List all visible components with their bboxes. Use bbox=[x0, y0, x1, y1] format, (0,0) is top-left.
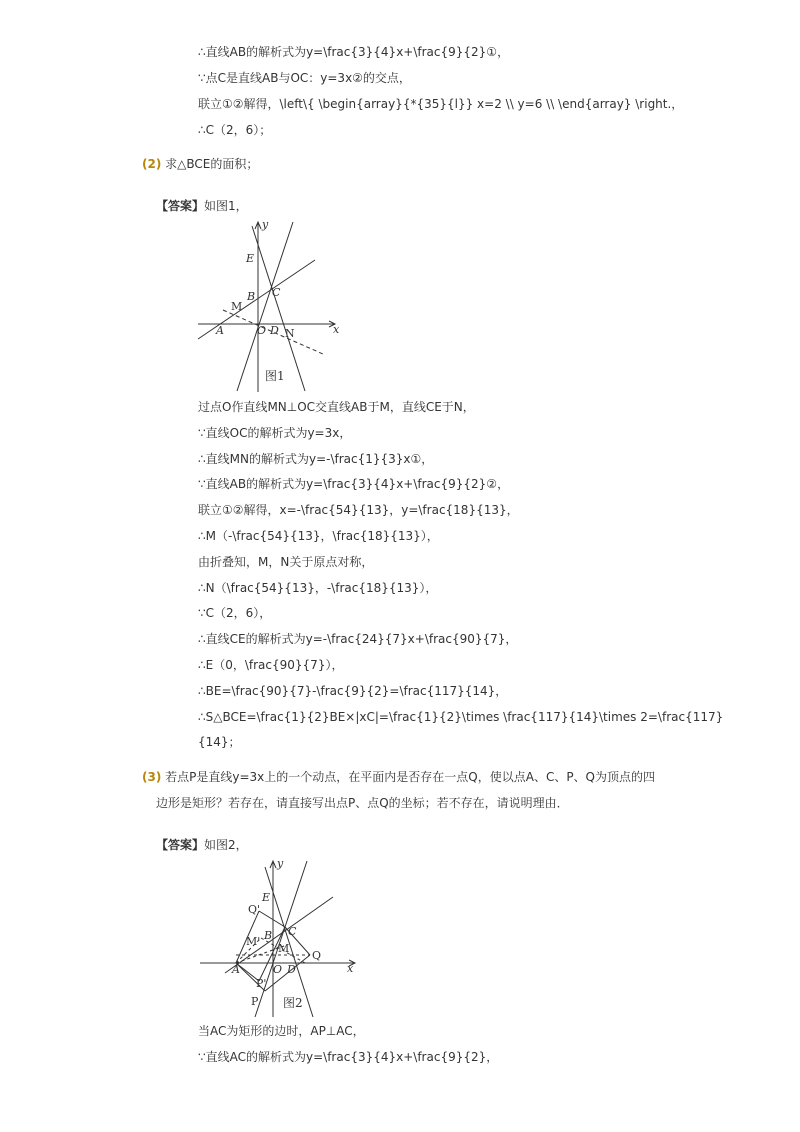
question-3 bbox=[142, 769, 655, 785]
label-q: Q bbox=[312, 949, 322, 962]
q2-line-0: 过点O作直线MN⊥OC交直线AB于M，直线CE于N， bbox=[198, 400, 475, 414]
label-y: y bbox=[277, 857, 284, 870]
q2-line-3: ∵直线AB的解析式为y=\frac{3}{4}x+\frac{9}{2}②， bbox=[198, 477, 510, 491]
label-a: A bbox=[232, 963, 240, 976]
label-x: x bbox=[347, 962, 354, 975]
figure-1 bbox=[195, 216, 345, 396]
label-a: A bbox=[216, 324, 224, 337]
label-d: D bbox=[270, 324, 279, 337]
label-o: O bbox=[273, 963, 283, 976]
q2-line-1: ∵直线OC的解析式为y=3x， bbox=[198, 426, 352, 440]
q2-line-5: ∴M（-\frac{54}{13}，\frac{18}{13}）， bbox=[198, 529, 439, 543]
label-n: N bbox=[285, 327, 295, 340]
answer-tag: 【答案】 bbox=[156, 838, 205, 852]
rect-side-q1c bbox=[259, 911, 285, 927]
solution-line-c-intersection: ∵点C是直线AB与OC：y=3x②的交点， bbox=[198, 71, 411, 85]
label-e: E bbox=[246, 252, 255, 265]
figure-1-caption: 图1 bbox=[265, 369, 285, 383]
question-number: (3) bbox=[142, 770, 162, 784]
q2-line-9: ∴直线CE的解析式为y=-\frac{24}{7}x+\frac{90}{7}， bbox=[198, 632, 518, 646]
solution-line-solve: 联立①②解得，\left\{ \begin{array}{*{35}{l}} x=2 \\ y=6 \\ \end{array} \right.， bbox=[198, 97, 684, 111]
q3-line-0: 当AC为矩形的边时，AP⊥AC， bbox=[198, 1024, 365, 1038]
label-d: D bbox=[287, 963, 296, 976]
label-m: M bbox=[231, 300, 243, 313]
label-o: O bbox=[257, 324, 267, 337]
q2-line-6: 由折叠知，M，N关于原点对称， bbox=[198, 555, 374, 569]
label-q1: Q' bbox=[248, 903, 261, 916]
label-b: B bbox=[264, 929, 273, 942]
q2-line-10: ∴E（0，\frac{90}{7}）， bbox=[198, 658, 344, 672]
q2-line-7: ∴N（\frac{54}{13}，-\frac{18}{13}）， bbox=[198, 581, 438, 595]
solution-line-c-coords: ∴C（2，6）； bbox=[198, 123, 272, 137]
q2-line-2: ∴直线MN的解析式为y=-\frac{1}{3}x①， bbox=[198, 452, 434, 466]
question-text: 求△BCE的面积； bbox=[165, 157, 259, 171]
answer-tag: 【答案】 bbox=[156, 199, 205, 213]
label-m: M bbox=[278, 942, 290, 955]
label-e: E bbox=[262, 891, 271, 904]
q2-line-4: 联立①②解得，x=-\frac{54}{13}，y=\frac{18}{13}， bbox=[198, 503, 519, 517]
question-number: (2) bbox=[142, 157, 162, 171]
label-p: P bbox=[251, 995, 259, 1008]
question-text-line1: 若点P是直线y=3x上的一个动点，在平面内是否存在一点Q，使以点A、C、P、Q为顶点的四 bbox=[165, 770, 656, 784]
label-b: B bbox=[247, 290, 256, 303]
q2-line-13: {14}； bbox=[198, 735, 241, 749]
answer-header bbox=[156, 837, 248, 853]
answer-intro: 如图2， bbox=[204, 838, 248, 852]
answer-header bbox=[156, 198, 248, 214]
figure-2 bbox=[195, 855, 365, 1020]
q3-line-1: ∵直线AC的解析式为y=\frac{3}{4}x+\frac{9}{2}， bbox=[198, 1050, 499, 1064]
question-2 bbox=[142, 156, 258, 172]
figure-2-caption: 图2 bbox=[283, 996, 303, 1010]
label-m1: M' bbox=[246, 935, 261, 948]
line-ce bbox=[252, 226, 305, 391]
label-p1: P' bbox=[256, 977, 267, 990]
label-x: x bbox=[333, 323, 340, 336]
q2-line-8: ∵C（2，6）， bbox=[198, 606, 272, 620]
solution-line-ab: ∴直线AB的解析式为y=\frac{3}{4}x+\frac{9}{2}①， bbox=[198, 45, 510, 59]
q2-line-11: ∴BE=\frac{90}{7}-\frac{9}{2}=\frac{117}{14}， bbox=[198, 684, 508, 698]
label-c: C bbox=[272, 286, 281, 299]
label-c: C bbox=[288, 925, 297, 938]
question-text-line2: 边形是矩形？若存在，请直接写出点P、点Q的坐标；若不存在，请说明理由． bbox=[156, 796, 569, 810]
q2-line-12: ∴S△BCE=\frac{1}{2}BE×|xC|=\frac{1}{2}\times \frac{117}{14}\times 2=\frac{117} bbox=[198, 710, 724, 724]
label-y: y bbox=[262, 218, 269, 231]
answer-intro: 如图1， bbox=[204, 199, 248, 213]
